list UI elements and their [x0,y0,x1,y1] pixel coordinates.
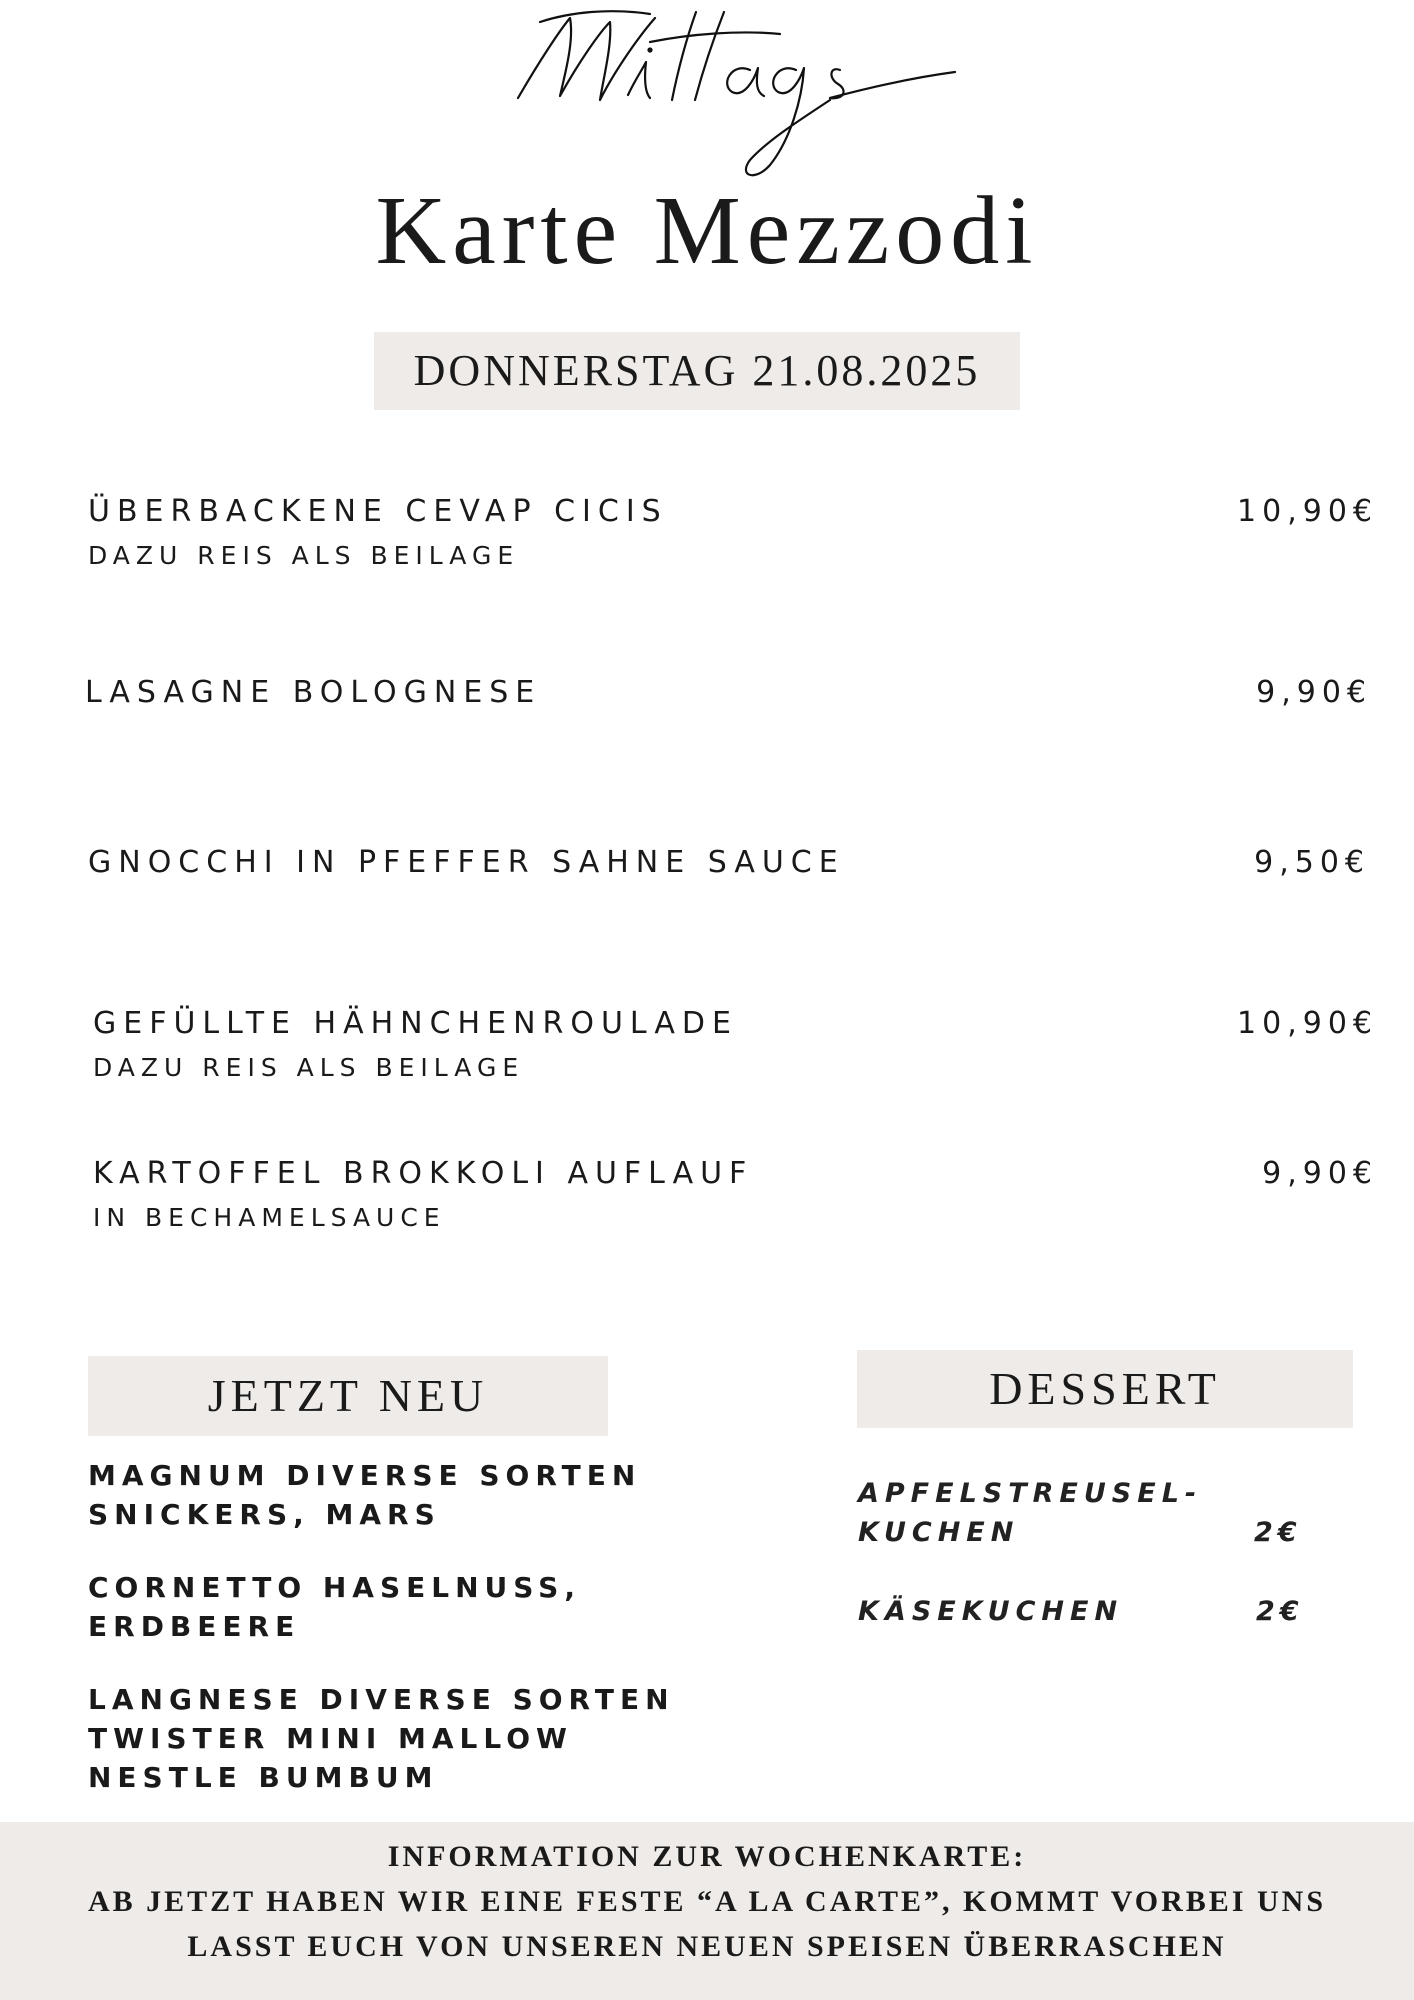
list-item [88,1568,788,1646]
list-item [88,1456,788,1534]
menu-item-price: 9,90€ [1256,675,1372,710]
menu-item-name: ÜBERBACKENE CEVAP CICIS [88,494,668,529]
dessert-list [858,1474,1318,1671]
new-item-line: TWISTER MINI MALLOW [88,1722,573,1755]
menu-item-note: IN BECHAMELSAUCE [93,1203,446,1232]
dessert-name: KÄSEKUCHEN [858,1596,1124,1627]
new-item-line: LANGNESE DIVERSE SORTEN [88,1683,675,1716]
menu-item [88,845,1388,880]
new-item-line: NESTLE BUMBUM [88,1761,439,1794]
list-item [858,1592,1318,1631]
info-heading: INFORMATION ZUR WOCHENKARTE: [387,1840,1027,1873]
menu-item-price: 9,90€ [1262,1156,1378,1191]
new-item-line: ERDBEERE [88,1610,301,1643]
dessert-name: APFELSTREUSEL- [858,1478,1203,1509]
menu-item [88,494,1388,570]
menu-item-name: LASAGNE BOLOGNESE [85,675,542,710]
menu-item-note: DAZU REIS ALS BEILAGE [88,541,520,570]
menu-item-note: DAZU REIS ALS BEILAGE [93,1053,525,1082]
new-item-line: CORNETTO HASELNUSS, [88,1571,581,1604]
script-title-lettering [500,0,980,200]
new-item-line: SNICKERS, MARS [88,1498,441,1531]
menu-item [85,675,1385,710]
script-title [0,0,1414,190]
menu-item [93,1006,1393,1082]
dessert-price: 2€ [1256,1596,1304,1627]
page-title: Karte Mezzodi [375,177,1039,285]
date-banner: DONNERSTAG 21.08.2025 [374,332,1020,410]
menu-item-name: KARTOFFEL BROKKOLI AUFLAUF [93,1156,754,1191]
new-items-list [88,1456,788,1831]
new-item-line: MAGNUM DIVERSE SORTEN [88,1459,642,1492]
menu-item-price: 9,50€ [1254,845,1370,880]
dessert-section-heading: DESSERT [857,1350,1353,1428]
dessert-name: KUCHEN [858,1517,1020,1548]
menu-item-name: GEFÜLLTE HÄHNCHENROULADE [93,1006,738,1041]
info-text: AB JETZT HABEN WIR EINE FESTE “A LA CARTE”, KOMMT VORBEI UNS [87,1885,1327,1918]
menu-item-price: 10,90€ [1237,494,1378,529]
list-item [858,1474,1318,1552]
list-item [88,1680,788,1797]
menu-item-name: GNOCCHI IN PFEFFER SAHNE SAUCE [88,845,845,880]
new-section-heading: JETZT NEU [88,1356,608,1436]
menu-item [93,1156,1393,1232]
dessert-price: 2€ [1254,1517,1302,1548]
info-banner [0,1822,1414,2000]
menu-item-price: 10,90€ [1237,1006,1378,1041]
info-text: LASST EUCH VON UNSEREN NEUEN SPEISEN ÜBERRASCHEN [187,1930,1227,1963]
